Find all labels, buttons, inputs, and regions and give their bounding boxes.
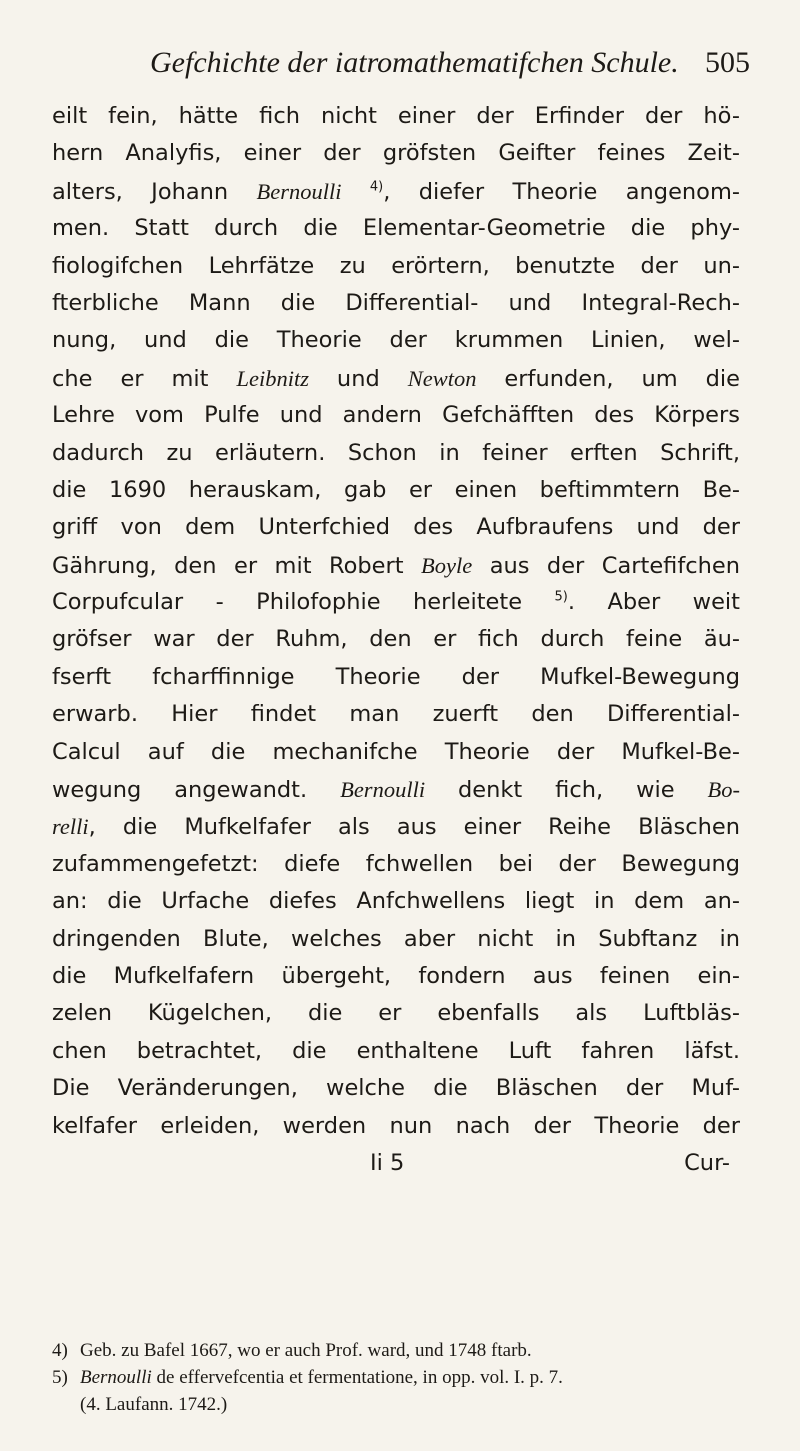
text-run: fserft fcharffinnige Theorie der Mufkel-Bewegung: [52, 663, 740, 690]
text-line: [52, 621, 740, 658]
text-line: [52, 135, 740, 172]
footnote: [52, 1391, 742, 1418]
text-run: wegung angewandt.: [52, 777, 341, 804]
text-run: men. Statt durch die Elementar-Geometrie die phy-: [52, 215, 740, 242]
footnote-ref: 4): [369, 179, 384, 195]
text-run: , die Mufkelfafer als aus einer Reihe Bläschen: [88, 814, 740, 841]
text-run: erwarb. Hier findet man zuerft den Differential-: [52, 701, 740, 728]
text-run: Calcul auf die mechanifche Theorie der Mufkel-Be-: [52, 738, 740, 765]
text-run: Corpufcular - Philofophie herleitete: [52, 589, 555, 616]
text-run: Lehre vom Pulfe und andern Gefchäfften des Körpers: [52, 402, 740, 429]
text-run: griff von dem Unterfchied des Aufbraufens und der: [52, 514, 740, 541]
text-run: an: die Urfache diefes Anfchwellens liegt in dem an-: [52, 888, 740, 915]
text-line: [52, 846, 740, 883]
text-run: hern Analyfis, einer der gröfsten Geifter feines Zeit-: [52, 140, 740, 167]
text-line: [52, 958, 740, 995]
footnote-mark: 5): [52, 1367, 68, 1388]
text-line: [52, 659, 740, 696]
footnote-ref: 5): [554, 589, 568, 605]
text-run: und: [308, 365, 408, 392]
text-line: [52, 584, 740, 621]
text-run: die Mufkelfafern übergeht, fondern aus feinen ein-: [52, 962, 740, 989]
text-run: zufammengefetzt: diefe fchwellen bei der Bewegung: [52, 850, 740, 877]
italic-name: relli: [52, 814, 89, 840]
italic-name: Bernoulli: [340, 777, 426, 803]
text-line: [52, 397, 740, 434]
text-line: [52, 322, 740, 359]
text-line: [52, 995, 740, 1032]
text-line: [52, 210, 740, 247]
text-run: fiologifchen Lehrfätze zu erörtern, benutzte der un-: [52, 252, 740, 279]
text-run: zelen Kügelchen, die er ebenfalls als Luftbläs-: [52, 1000, 740, 1027]
text-run: che er mit: [52, 365, 237, 392]
text-run: de effervefcentia et fermentatione, in opp. vol. I. p. 7.: [151, 1367, 563, 1388]
text-run: chen betrachtet, die enthaltene Luft fahren läfst.: [52, 1037, 740, 1064]
text-line: [52, 734, 740, 771]
text-run: erfunden, um die: [476, 365, 740, 392]
text-run: , diefer Theorie angenom-: [383, 178, 740, 205]
text-line: [52, 1108, 740, 1145]
text-line: [52, 360, 740, 397]
text-run: . Aber weit: [567, 589, 740, 616]
text-run: dadurch zu erläutern. Schon in feiner erften Schrift,: [52, 439, 740, 466]
text-line: [52, 771, 740, 808]
footnote-mark: 4): [52, 1340, 68, 1361]
text-line: [52, 883, 740, 920]
text-run: (4. Laufann. 1742.): [80, 1394, 228, 1415]
text-run: denkt fich, wie: [425, 777, 708, 804]
text-line: [52, 248, 740, 285]
signature-line: [52, 1145, 740, 1182]
text-run: Gährung, den er mit Robert: [52, 552, 422, 579]
text-run: eilt fein, hätte fich nicht einer der Erfinder der hö-: [52, 103, 740, 129]
text-run: gröfser war der Ruhm, den er fich durch feine äu-: [52, 626, 740, 653]
text-run: [342, 179, 370, 205]
running-title: Gefchichte der iatromathematifchen Schule.: [150, 46, 679, 79]
text-line: [52, 509, 740, 546]
text-line: [52, 921, 740, 958]
page-number: 505: [705, 46, 750, 79]
text-line: [52, 1070, 740, 1107]
text-run: Die Veränderungen, welche die Bläschen der Muf-: [52, 1075, 740, 1102]
running-header: [150, 38, 750, 88]
text-line: [52, 98, 740, 135]
text-line: [52, 435, 740, 472]
text-run: alters, Johann: [52, 178, 257, 205]
main-text: [52, 98, 740, 1182]
text-line: [52, 173, 740, 210]
text-run: die 1690 herauskam, gab er einen beftimmtern Be-: [52, 476, 740, 503]
text-run: fterbliche Mann die Differential- und Integral-Rech-: [52, 289, 740, 316]
italic-name: Bernoulli: [80, 1367, 152, 1388]
italic-name: Boyle: [421, 552, 473, 578]
signature-mark: Ii 5: [370, 1149, 405, 1176]
footnote: [52, 1337, 742, 1364]
text-run: dringenden Blute, welches aber nicht in Subftanz in: [52, 925, 740, 952]
footnote: [52, 1364, 742, 1391]
text-line: [52, 472, 740, 509]
text-line: [52, 696, 740, 733]
italic-name: Newton: [407, 365, 477, 391]
text-run: kelfafer erleiden, werden nun nach der Theorie der: [52, 1112, 740, 1139]
footnotes: [52, 1337, 742, 1418]
text-line: [52, 1033, 740, 1070]
italic-name: Bo-: [707, 777, 740, 803]
catchword: Cur-: [684, 1149, 730, 1176]
text-run: aus der Cartefifchen: [472, 552, 741, 579]
italic-name: Leibnitz: [236, 365, 309, 391]
text-line: [52, 285, 740, 322]
text-line: [52, 547, 740, 584]
italic-name: Bernoulli: [256, 178, 342, 204]
text-run: Geb. zu Bafel 1667, wo er auch Prof. ward, und 1748 ftarb.: [80, 1340, 532, 1361]
text-line: [52, 808, 740, 845]
text-run: nung, und die Theorie der krummen Linien, wel-: [52, 327, 740, 354]
